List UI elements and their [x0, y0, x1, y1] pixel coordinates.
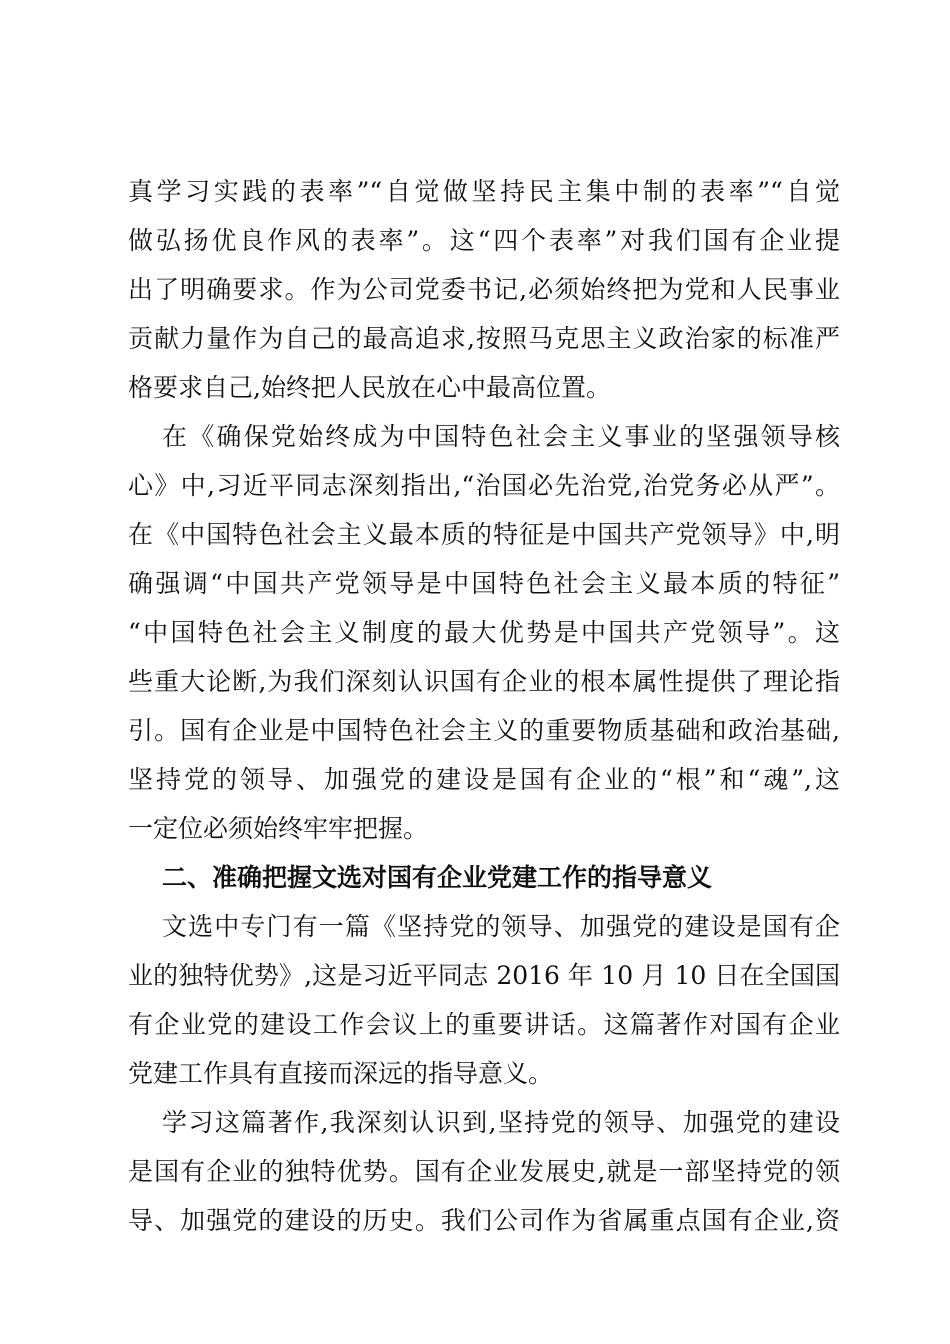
paragraph-3-line-2: 业的独特优势》,这是习近平同志 2016 年 10 月 10 日在全国国	[128, 961, 840, 990]
paragraph-2-line-2: 心》中,习近平同志深刻指出,“治国必先治党,治党务必从严”。	[128, 471, 840, 500]
paragraph-4-line-1: 学习这篇著作,我深刻认识到,坚持党的领导、加强党的建设	[162, 1108, 840, 1137]
paragraph-1-line-1: 真学习实践的表率”“自觉做坚持民主集中制的表率”“自觉	[128, 177, 840, 206]
paragraph-1-line-2: 做弘扬优良作风的表率”。这“四个表率”对我们国有企业提	[128, 226, 840, 255]
paragraph-2-line-1: 在《确保党始终成为中国特色社会主义事业的坚强领导核	[162, 422, 840, 451]
section-heading: 二、准确把握文选对国有企业党建工作的指导意义	[162, 863, 713, 892]
paragraph-2-line-3: 在《中国特色社会主义最本质的特征是中国共产党领导》中,明	[128, 520, 840, 549]
paragraph-2-line-6: 些重大论断,为我们深刻认识国有企业的根本属性提供了理论指	[128, 667, 840, 696]
paragraph-1-line-5: 格要求自己,始终把人民放在心中最高位置。	[128, 373, 611, 402]
paragraph-1-line-4: 贡献力量作为自己的最高追求,按照马克思主义政治家的标准严	[128, 324, 840, 353]
paragraph-2-line-9: 一定位必须始终牢牢把握。	[128, 814, 429, 843]
paragraph-2-line-4: 确强调“中国共产党领导是中国特色社会主义最本质的特征”	[128, 569, 840, 598]
paragraph-2-line-7: 引。国有企业是中国特色社会主义的重要物质基础和政治基础,	[128, 716, 840, 745]
paragraph-3-line-4: 党建工作具有直接而深远的指导意义。	[128, 1059, 554, 1088]
paragraph-3-line-3: 有企业党的建设工作会议上的重要讲话。这篇著作对国有企业	[128, 1010, 840, 1039]
paragraph-4-line-2: 是国有企业的独特优势。国有企业发展史,就是一部坚持党的领	[128, 1157, 840, 1186]
paragraph-2-line-8: 坚持党的领导、加强党的建设是国有企业的“根”和“魂”,这	[128, 765, 840, 794]
paragraph-3-line-1: 文选中专门有一篇《坚持党的领导、加强党的建设是国有企	[162, 912, 840, 941]
paragraph-1-line-3: 出了明确要求。作为公司党委书记,必须始终把为党和人民事业	[128, 275, 840, 304]
paragraph-4-line-3: 导、加强党的建设的历史。我们公司作为省属重点国有企业,资	[128, 1206, 840, 1235]
paragraph-2-line-5: “中国特色社会主义制度的最大优势是中国共产党领导”。这	[128, 618, 840, 647]
